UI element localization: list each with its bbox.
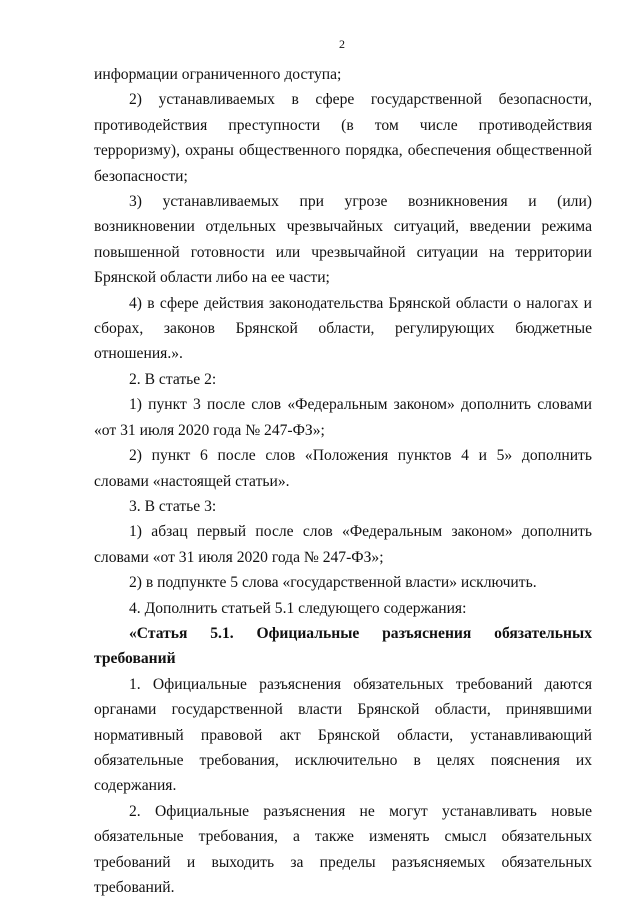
page-number: 2	[339, 37, 345, 51]
paragraph-continuation: информации ограниченного доступа;	[94, 66, 342, 83]
paragraph-article-3-heading: 3. В статье 3:	[129, 497, 217, 515]
document-body	[94, 62, 592, 900]
article-5-1-clause-2: 2. Официальные разъяснения не могут устанавливать новые обязательные требования, а также изменять смысл обязательных требований и выходить за пределы разъясняемых обязательных требований.	[94, 802, 592, 896]
paragraph-article-3-item-2: 2) в подпункте 5 слова «государственной власти» исключить.	[129, 574, 537, 592]
paragraph-article-2-item-1: 1) пункт 3 после слов «Федеральным законом» дополнить словами «от 31 июля 2020 года № 247-ФЗ»;	[94, 396, 592, 439]
paragraph-item-2-security: 2) устанавливаемых в сфере государственной безопасности, противодействия преступности (в том числе противодействия терроризму), охраны общественного порядка, обеспечения общественной безопасности;	[94, 91, 592, 185]
paragraph-article-3-item-1: 1) абзац первый после слов «Федеральным законом» дополнить словами «от 31 июля 2020 года № 247-ФЗ»;	[94, 523, 592, 566]
paragraph-article-2-heading: 2. В статье 2:	[129, 370, 217, 388]
paragraph-article-2-item-2: 2) пункт 6 после слов «Положения пунктов 4 и 5» дополнить словами «настоящей статьи».	[94, 447, 592, 490]
paragraph-item-3-emergency: 3) устанавливаемых при угрозе возникновения и (или) возникновении отдельных чрезвычайных ситуаций, введении режима повышенной готовности или чрезвычайной ситуации на территории Брянской области либо на ее части;	[94, 193, 592, 287]
article-5-1-clause-1: 1. Официальные разъяснения обязательных требований даются органами государственной власти Брянской области, принявшими нормативный правовой акт Брянской области, устанавливающий обязательные требования, исключительно в целях пояснения их содержания.	[94, 675, 592, 795]
paragraph-item-4-taxes: 4) в сфере действия законодательства Брянской области о налогах и сборах, законов Брянской области, регулирующих бюджетные отношения.».	[94, 294, 592, 363]
article-5-1-title: «Статья 5.1. Официальные разъяснения обязательных требований	[94, 624, 592, 668]
paragraph-add-article-5-1: 4. Дополнить статьей 5.1 следующего содержания:	[129, 599, 467, 617]
